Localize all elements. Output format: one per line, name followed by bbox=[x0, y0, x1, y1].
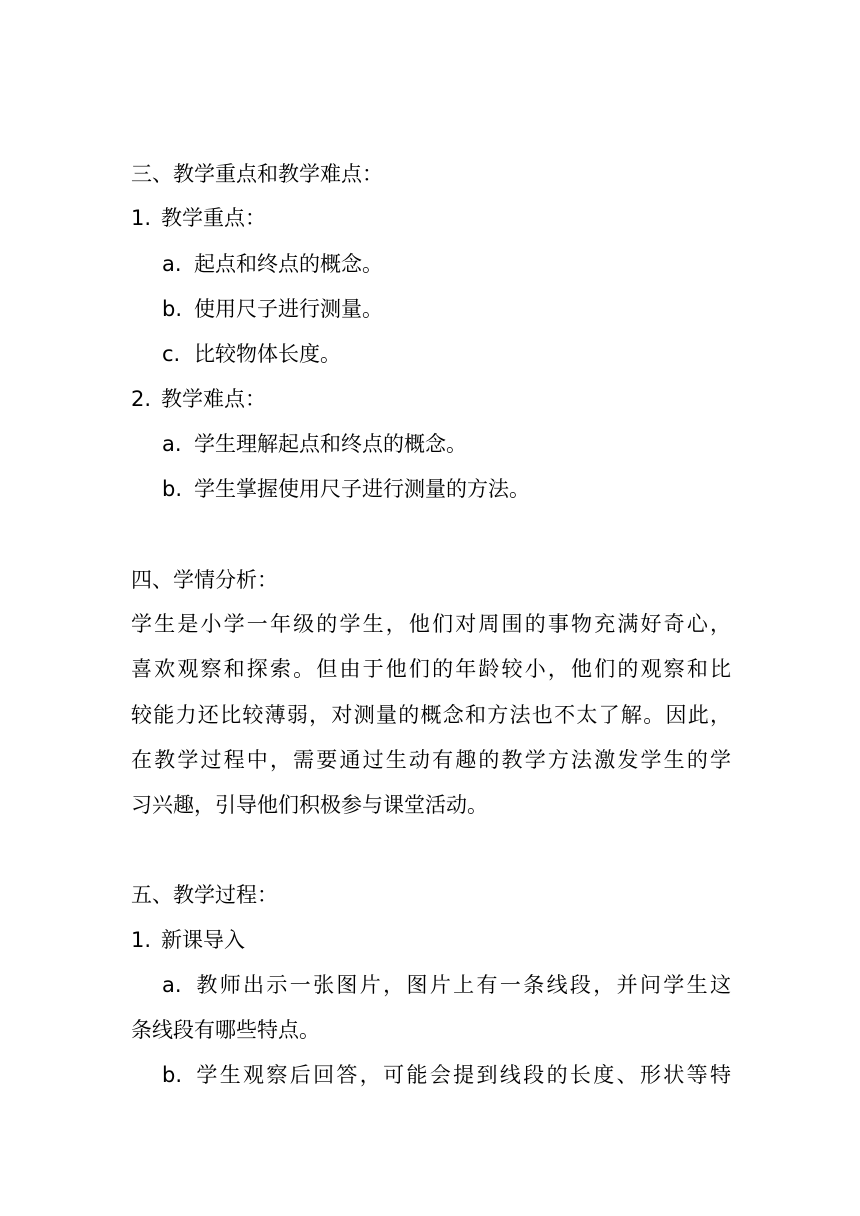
paragraph-line: 条线段有哪些特点。 bbox=[131, 1018, 320, 1042]
list-item-text: 教师出示一张图片，图片上有一条线段，并问学生这 bbox=[194, 973, 731, 997]
list-item-text: 学生理解起点和终点的概念。 bbox=[194, 432, 467, 456]
list-item-text: 起点和终点的概念。 bbox=[194, 252, 383, 276]
list-item bbox=[131, 204, 731, 232]
paragraph-line: 较能力还比较薄弱，对测量的概念和方法也不太了解。因此， bbox=[131, 703, 731, 727]
list-marker: a. bbox=[162, 252, 182, 276]
list-marker: a. bbox=[162, 973, 182, 997]
list-item bbox=[131, 926, 731, 954]
list-marker: b. bbox=[162, 297, 183, 321]
list-item bbox=[162, 971, 731, 999]
list-marker: c. bbox=[162, 342, 181, 366]
list-item-label: 新课导入 bbox=[161, 928, 245, 952]
list-marker: 2. bbox=[131, 387, 152, 411]
paragraph-line: 学生是小学一年级的学生，他们对周围的事物充满好奇心， bbox=[131, 612, 731, 636]
list-item bbox=[162, 475, 762, 503]
list-marker: a. bbox=[162, 432, 182, 456]
list-item bbox=[162, 295, 762, 323]
list-item-text: 学生掌握使用尺子进行测量的方法。 bbox=[194, 477, 530, 501]
list-marker: b. bbox=[162, 477, 183, 501]
list-marker: b. bbox=[162, 1063, 183, 1087]
list-item-label: 教学难点： bbox=[161, 387, 266, 411]
list-marker: 1. bbox=[131, 206, 152, 230]
list-item-text: 使用尺子进行测量。 bbox=[194, 297, 383, 321]
paragraph-line: 在教学过程中，需要通过生动有趣的教学方法激发学生的学 bbox=[131, 748, 731, 772]
list-item-text: 学生观察后回答，可能会提到线段的长度、形状等特 bbox=[194, 1063, 731, 1087]
section-heading: 五、教学过程： bbox=[131, 883, 278, 907]
paragraph-line: 喜欢观察和探索。但由于他们的年龄较小，他们的观察和比 bbox=[131, 657, 731, 681]
list-item bbox=[162, 250, 762, 278]
list-item bbox=[131, 385, 731, 413]
list-item-text: 比较物体长度。 bbox=[194, 342, 341, 366]
list-item-label: 教学重点： bbox=[161, 206, 266, 230]
paragraph-line: 习兴趣，引导他们积极参与课堂活动。 bbox=[131, 793, 488, 817]
list-marker: 1. bbox=[131, 928, 152, 952]
section-heading: 四、学情分析： bbox=[131, 568, 278, 592]
list-item bbox=[162, 340, 762, 368]
list-item bbox=[162, 1061, 731, 1089]
list-item bbox=[162, 430, 762, 458]
section-heading: 三、教学重点和教学难点： bbox=[131, 162, 383, 186]
